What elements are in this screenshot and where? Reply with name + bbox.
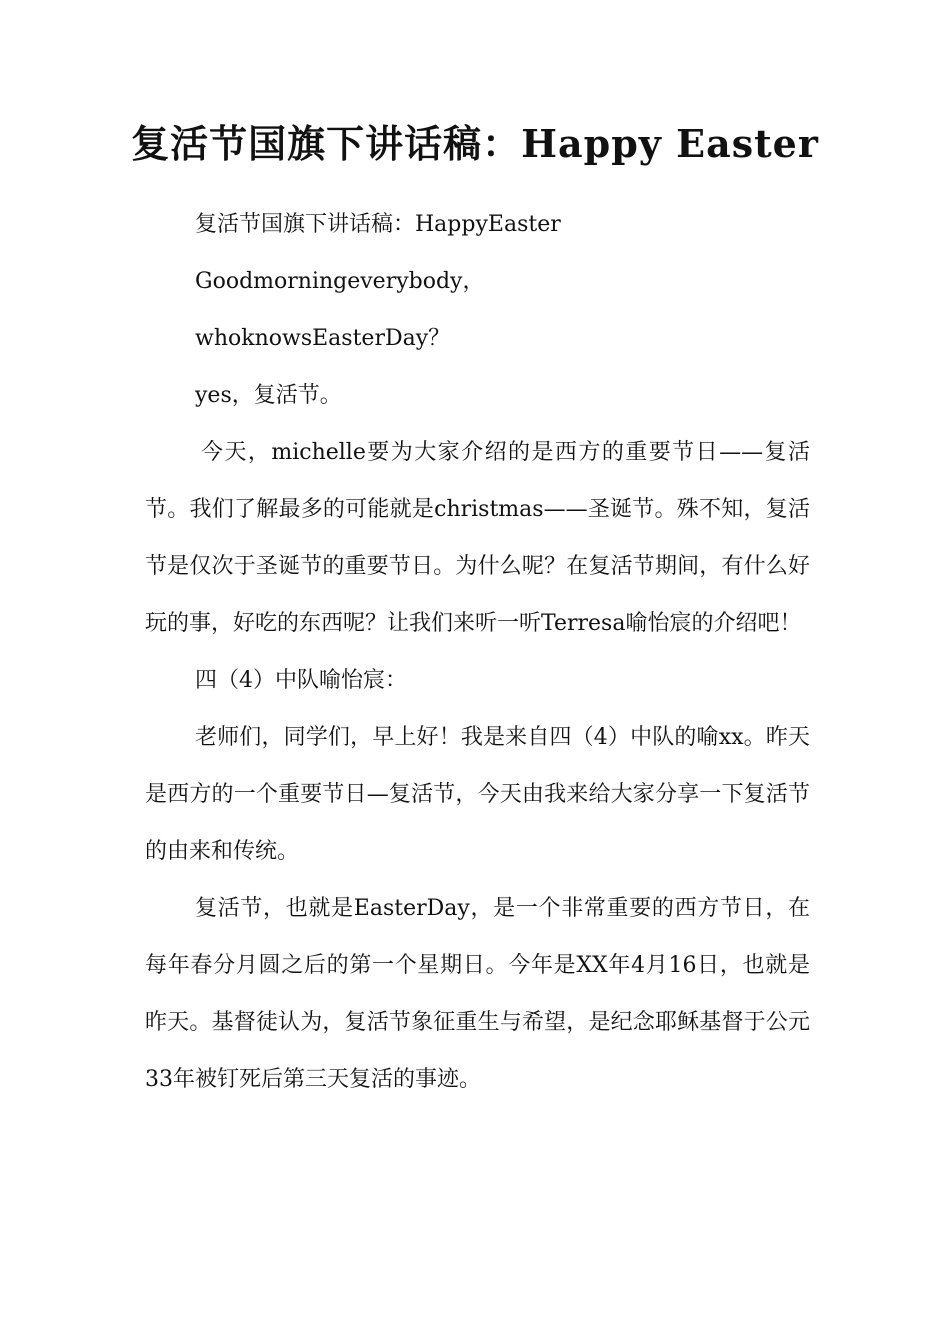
paragraph-answer: yes，复活节。: [195, 383, 342, 408]
paragraph-subtitle: 复活节国旗下讲话稿：HappyEaster: [195, 212, 561, 237]
paragraph-opening: 老师们，同学们，早上好！我是来自四（4）中队的喻xx。昨天是西方的一个重要节日—复活节，今天由我来给大家分享一下复活节的由来和传统。: [145, 725, 810, 864]
paragraph-introduction: 今天，michelle要为大家介绍的是西方的重要节日——复活节。我们了解最多的可能就是christmas——圣诞节。殊不知，复活节是仅次于圣诞节的重要节日。为什么呢？在复活节期间，有什么好玩的事，好吃的东西呢？让我们来听一听Terresa喻怡宸的介绍吧！: [145, 440, 810, 636]
document-title: 复活节国旗下讲话稿：Happy Easter: [131, 121, 819, 166]
document-body: [145, 196, 810, 1108]
paragraph-easter-origin: 复活节，也就是EasterDay，是一个非常重要的西方节日，在每年春分月圆之后的第一个星期日。今年是XX年4月16日，也就是昨天。基督徒认为，复活节象征重生与希望，是纪念耶稣基督于公元33年被钉死后第三天复活的事迹。: [145, 896, 810, 1092]
paragraph-question: whoknowsEasterDay？: [195, 326, 451, 351]
paragraph-greeting: Goodmorningeverybody，: [195, 269, 485, 294]
paragraph-speaker: 四（4）中队喻怡宸：: [195, 668, 407, 693]
